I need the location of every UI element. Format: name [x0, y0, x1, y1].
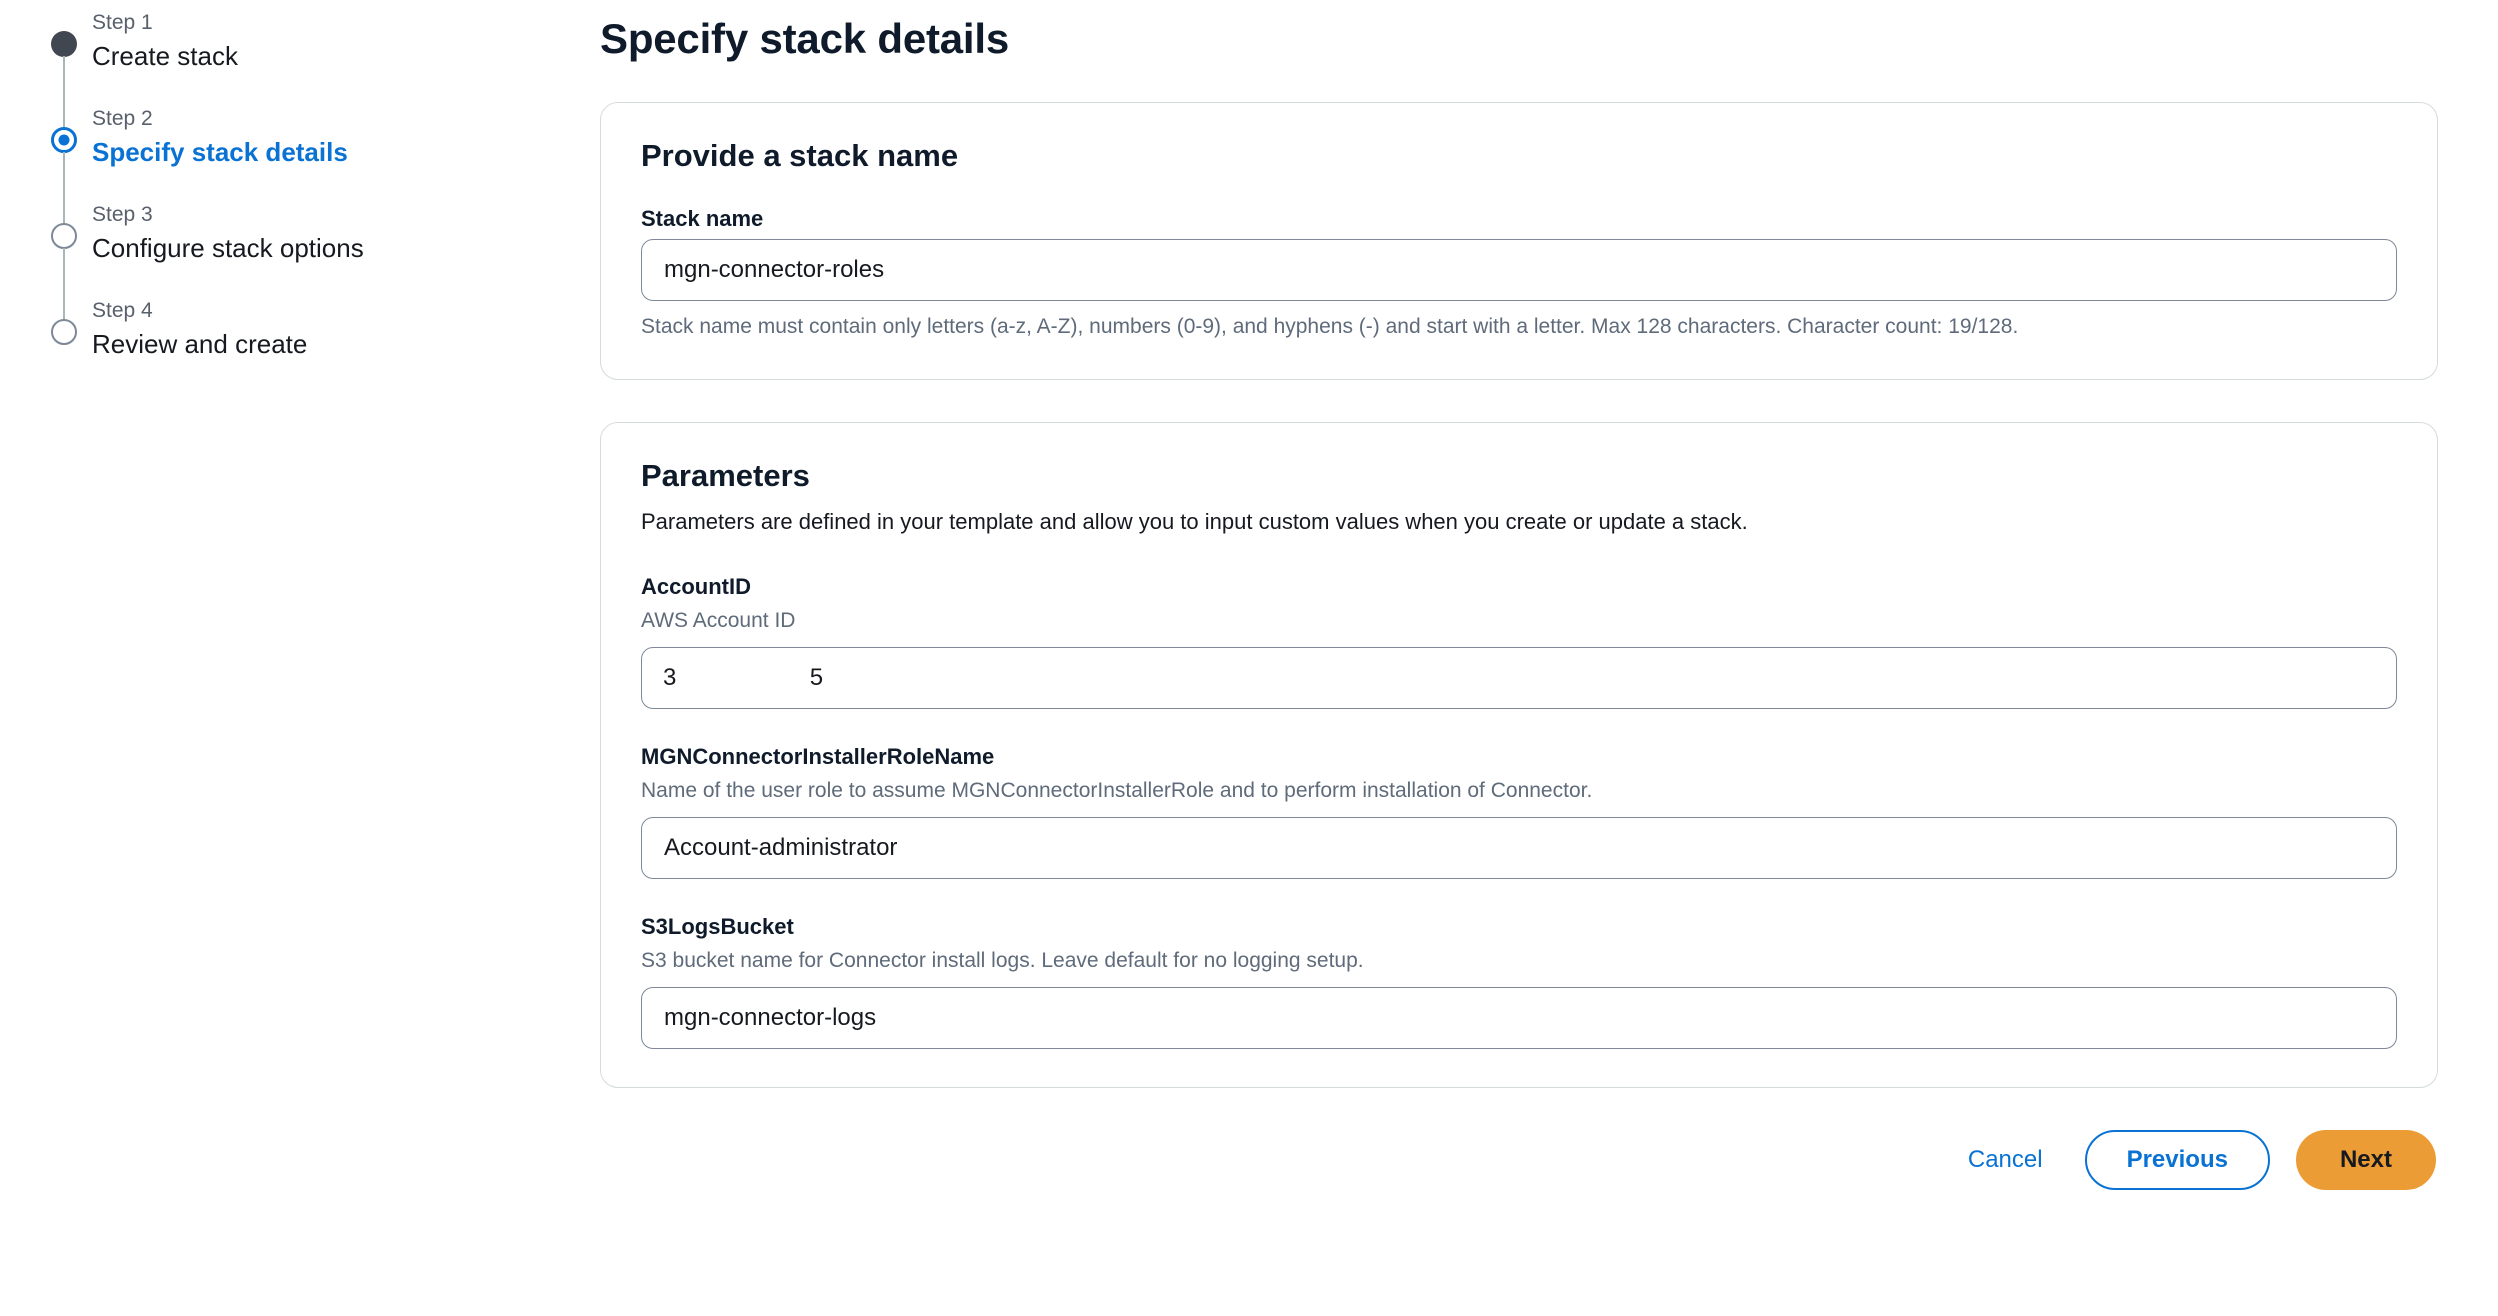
main-content — [600, 0, 2498, 1316]
parameter-accountid-block — [641, 573, 2397, 709]
parameter-s3logsbucket-description: S3 bucket name for Connector install logs. Leave default for no logging setup. — [641, 949, 1364, 972]
stack-name-helper-text: Stack name must contain only letters (a-z, A-Z), numbers (0-9), and hyphens (-) and start with a letter. Max 128 characters. Character count: 19/128. — [641, 315, 2019, 338]
parameters-card-heading: Parameters — [641, 458, 810, 493]
parameter-accountid-input-wrapper — [641, 647, 2397, 709]
step-marker-current-icon — [51, 127, 77, 153]
cancel-button[interactable]: Cancel — [1952, 1132, 2059, 1188]
stack-name-input[interactable] — [641, 239, 2397, 301]
stack-name-label: Stack name — [641, 206, 764, 231]
stepper-item-step-label: Step 3 — [92, 203, 153, 226]
parameter-s3logsbucket-label: S3LogsBucket — [641, 914, 794, 939]
parameter-installer-role-input[interactable] — [641, 817, 2397, 879]
parameters-card — [600, 422, 2438, 1088]
parameter-installer-role-description: Name of the user role to assume MGNConnectorInstallerRole and to perform installation of Connector. — [641, 779, 1593, 802]
stack-name-field-block — [641, 205, 2397, 341]
stepper-item-create-stack[interactable] — [30, 10, 600, 72]
stepper-item-title: Create stack — [92, 41, 238, 71]
parameter-accountid-value: 3 5 — [663, 664, 824, 691]
stepper-item-step-label: Step 1 — [92, 11, 153, 34]
parameter-installer-role-label: MGNConnectorInstallerRoleName — [641, 744, 995, 769]
parameter-accountid-description: AWS Account ID — [641, 609, 796, 632]
stepper-item-title: Specify stack details — [92, 137, 348, 167]
parameter-accountid-input[interactable] — [641, 647, 2397, 709]
stepper-item-step-label: Step 4 — [92, 299, 153, 322]
wizard-stepper — [0, 0, 600, 1316]
step-marker-done-icon — [51, 31, 77, 57]
parameter-s3logsbucket-input[interactable] — [641, 987, 2397, 1049]
wizard-actions — [600, 1130, 2438, 1190]
step-marker-todo-icon — [51, 319, 77, 345]
parameter-installer-role-block — [641, 743, 2397, 879]
step-marker-todo-icon — [51, 223, 77, 249]
next-button[interactable]: Next — [2296, 1130, 2436, 1190]
parameters-card-description: Parameters are defined in your template and allow you to input custom values when you create or update a stack. — [641, 509, 1748, 534]
stepper-item-review-and-create[interactable] — [30, 298, 600, 360]
stack-name-card-heading: Provide a stack name — [641, 138, 959, 173]
previous-button[interactable]: Previous — [2085, 1130, 2270, 1190]
stepper-item-title: Configure stack options — [92, 233, 364, 263]
stepper-item-title: Review and create — [92, 329, 308, 359]
parameter-accountid-label: AccountID — [641, 574, 751, 599]
parameter-s3logsbucket-block — [641, 913, 2397, 1049]
stepper-item-configure-stack-options[interactable] — [30, 202, 600, 264]
stepper-item-step-label: Step 2 — [92, 107, 153, 130]
provide-stack-name-card — [600, 102, 2438, 380]
page-title: Specify stack details — [600, 15, 1010, 62]
stepper-item-specify-stack-details[interactable] — [30, 106, 600, 168]
